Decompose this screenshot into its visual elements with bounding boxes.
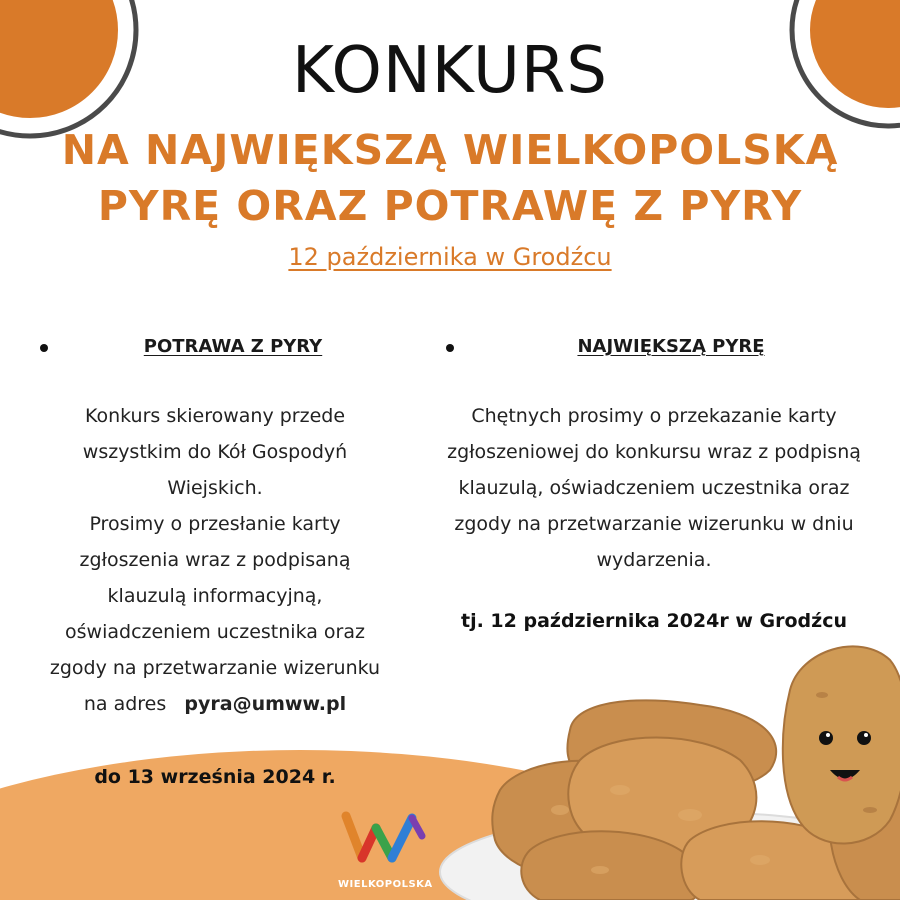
logo-text: WIELKOPOLSKA xyxy=(338,879,433,890)
left-line: wszystkim do Kół Gospodyń xyxy=(82,441,348,463)
left-line: Wiejskich. xyxy=(167,477,263,499)
email-address: pyra@umww.pl xyxy=(184,693,347,715)
left-line: zgłoszenia wraz z podpisaną xyxy=(79,549,351,571)
wielkopolska-logo xyxy=(338,806,433,890)
left-line: zgody na przetwarzanie wizerunku xyxy=(49,657,381,679)
subtitle-line-2: PYRĘ ORAZ POTRAWĘ Z PYRY xyxy=(97,182,803,230)
right-line: zgłoszeniowej do konkursu wraz z podpisną xyxy=(447,441,861,463)
page-title: KONKURS xyxy=(292,34,608,108)
left-line: oświadczeniem uczestnika oraz xyxy=(65,621,365,643)
smiling-potato xyxy=(783,646,900,843)
address-prefix: na adres xyxy=(83,693,167,715)
right-line: zgody na przetwarzanie wizerunku w dniu xyxy=(454,513,854,535)
wielkopolska-logo-mark-icon xyxy=(338,806,430,870)
right-line: wydarzenia. xyxy=(596,549,712,571)
left-line: Prosimy o przesłanie karty xyxy=(89,513,341,535)
right-line: Chętnych prosimy o przekazanie karty xyxy=(471,405,837,427)
event-date-text: 12 października w Grodźcu xyxy=(288,243,612,271)
left-line: klauzulą informacyjną, xyxy=(107,585,323,607)
left-column-heading: POTRAWA Z PYRY xyxy=(143,336,323,357)
subtitle-line-1: NA NAJWIĘKSZĄ WIELKOPOLSKĄ xyxy=(61,126,839,174)
left-line: Konkurs skierowany przede xyxy=(84,405,346,427)
submission-deadline: do 13 września 2024 r. xyxy=(94,766,336,788)
event-date: tj. 12 października 2024r w Grodźcu xyxy=(460,610,847,632)
right-column-heading: NAJWIĘKSZĄ PYRĘ xyxy=(577,336,765,357)
right-line: klauzulą, oświadczeniem uczestnika oraz xyxy=(458,477,850,499)
